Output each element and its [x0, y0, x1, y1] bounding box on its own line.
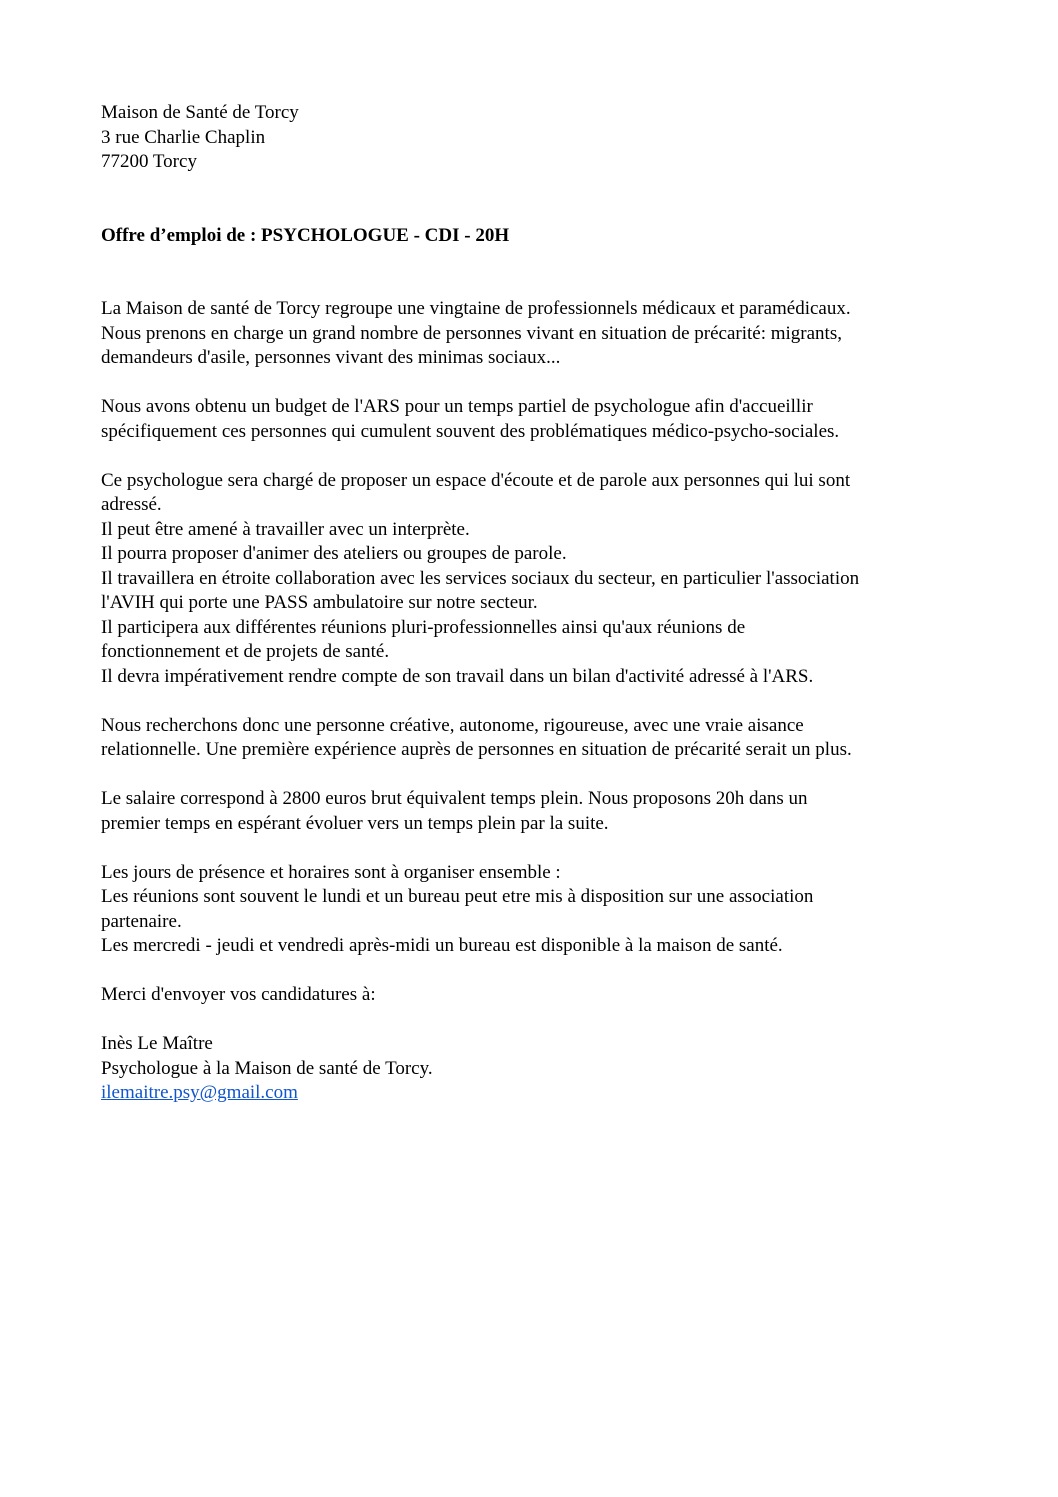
paragraph-profile — [101, 714, 961, 763]
text-line: Ce psychologue sera chargé de proposer un espace d'écoute et de parole aux personnes qui lui sont — [101, 469, 851, 491]
text-line: spécifiquement ces personnes qui cumulent souvent des problématiques médico-psycho-sociales. — [101, 420, 840, 442]
text-line: Il travaillera en étroite collaboration avec les services sociaux du secteur, en particulier l'association — [101, 567, 860, 589]
text-line: l'AVIH qui porte une PASS ambulatoire sur notre secteur. — [101, 592, 538, 613]
text-line: Nous prenons en charge un grand nombre de personnes vivant en situation de précarité: migrants, — [101, 322, 842, 344]
paragraph-introduction — [101, 297, 961, 371]
text-line: La Maison de santé de Torcy regroupe une vingtaine de professionnels médicaux et paramédicaux. — [101, 298, 851, 319]
text-line: Les réunions sont souvent le lundi et un bureau peut etre mis à disposition sur une association — [101, 886, 814, 907]
text-line: partenaire. — [101, 910, 182, 932]
text-line: Il peut être amené à travailler avec un interprète. — [101, 518, 470, 540]
text-line: Nous avons obtenu un budget de l'ARS pour un temps partiel de psychologue afin d'accueillir — [101, 396, 813, 417]
address-line-street: 3 rue Charlie Chaplin — [101, 126, 266, 148]
letter-content — [101, 101, 961, 1106]
signature-role: Psychologue à la Maison de santé de Torcy. — [101, 1057, 433, 1079]
text-line: Il participera aux différentes réunions pluri-professionnelles ainsi qu'aux réunions de — [101, 616, 746, 638]
address-line-city: 77200 Torcy — [101, 151, 197, 172]
text-line: adressé. — [101, 494, 162, 515]
paragraph-budget — [101, 395, 961, 444]
text-line: Merci d'envoyer vos candidatures à: — [101, 984, 376, 1005]
text-line: Il pourra proposer d'animer des ateliers ou groupes de parole. — [101, 543, 567, 564]
paragraph-missions — [101, 469, 961, 690]
text-line: Les jours de présence et horaires sont à organiser ensemble : — [101, 861, 561, 883]
text-line: Nous recherchons donc une personne créative, autonome, rigoureuse, avec une vraie aisance — [101, 714, 804, 736]
paragraph-application — [101, 983, 961, 1008]
email-link[interactable]: ilemaitre.psy@gmail.com — [101, 1082, 298, 1103]
sender-address — [101, 101, 961, 175]
text-line: demandeurs d'asile, personnes vivant des minimas sociaux... — [101, 347, 561, 368]
text-line: fonctionnement et de projets de santé. — [101, 641, 390, 662]
signature-name: Inès Le Maître — [101, 1033, 213, 1054]
paragraph-schedule — [101, 861, 961, 959]
text-line: premier temps en espérant évoluer vers un temps plein par la suite. — [101, 812, 609, 834]
text-line: Il devra impérativement rendre compte de son travail dans un bilan d'activité adressé à l'ARS. — [101, 665, 814, 687]
address-line-organization: Maison de Santé de Torcy — [101, 102, 299, 123]
text-line: Les mercredi - jeudi et vendredi après-midi un bureau est disponible à la maison de santé. — [101, 935, 783, 956]
job-offer-title: Offre d’emploi de : PSYCHOLOGUE - CDI - 20H — [101, 224, 510, 246]
text-line: Le salaire correspond à 2800 euros brut équivalent temps plein. Nous proposons 20h dans un — [101, 788, 808, 809]
paragraph-salary — [101, 787, 961, 836]
text-line: relationnelle. Une première expérience auprès de personnes en situation de précarité serait un plus. — [101, 739, 852, 760]
signature-block — [101, 1032, 961, 1106]
